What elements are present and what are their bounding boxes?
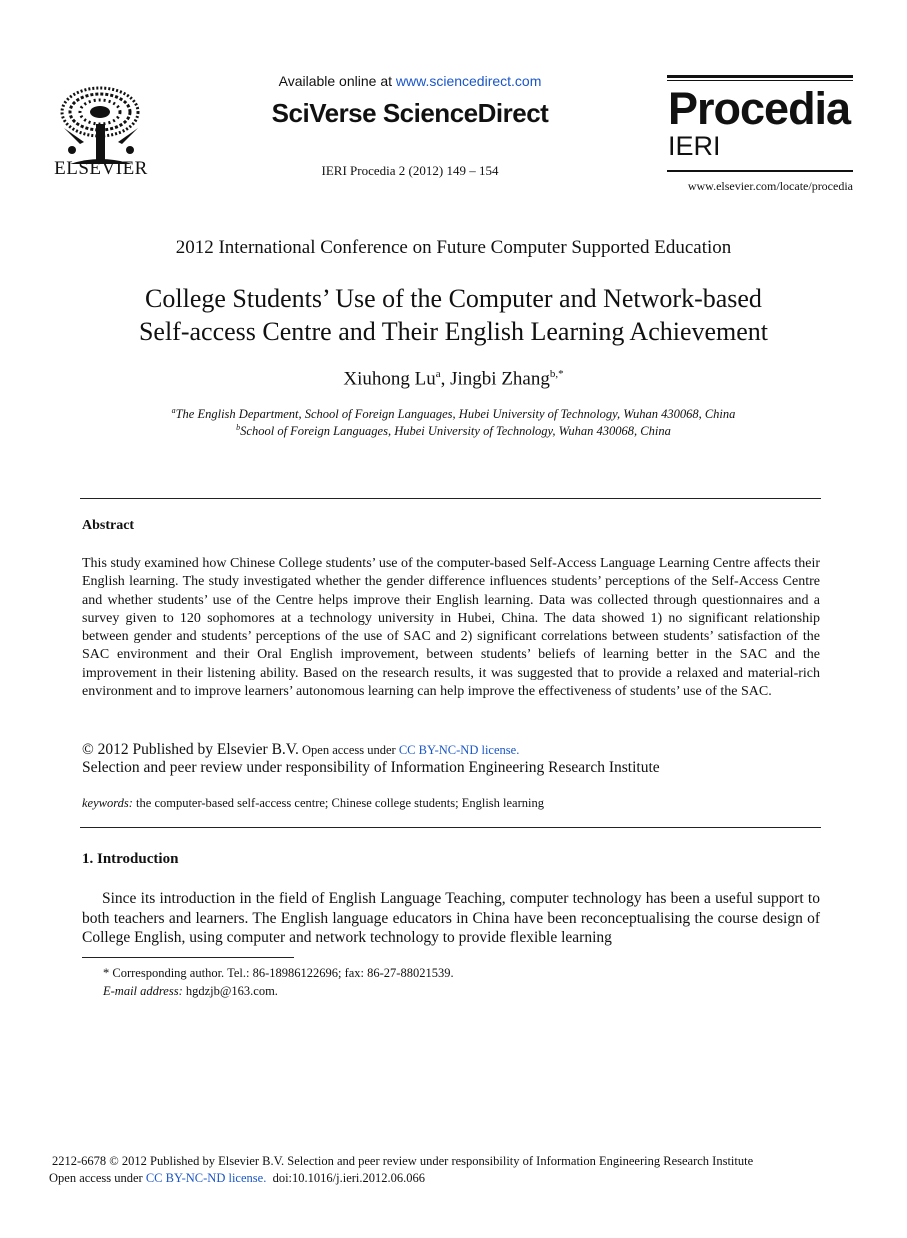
journal-url[interactable]: www.elsevier.com/locate/procedia [687,179,853,193]
journal-brand: Procedia [668,83,851,134]
keywords-label: keywords: [82,796,133,810]
affiliation-mark: b [236,423,241,432]
open-access-text: Open access under [298,743,399,757]
available-online [240,73,580,89]
footer-doi: doi:10.1016/j.ieri.2012.06.066 [266,1171,426,1185]
affiliation-text: School of Foreign Languages, Hubei University of Technology, Wuhan 430068, China [240,424,671,439]
divider [80,498,821,499]
footer-issn-line: 2212-6678 © 2012 Published by Elsevier B.V. Selection and peer review under responsibility of Information Engineering Research Institute [52,1154,754,1168]
footer-license-line [49,1171,425,1186]
corresponding-mark: * [558,368,564,380]
sciencedirect-link[interactable]: www.sciencedirect.com [395,73,542,89]
footnote-rule [82,957,294,958]
procedia-top-rule-thin [667,80,853,81]
copyright-text: © 2012 Published by Elsevier B.V. [82,741,299,758]
journal-sub-brand: IERI [668,131,721,161]
author-list [0,368,907,390]
affiliation-a [0,406,907,422]
introduction-paragraph: Since its introduction in the field of English Language Teaching, computer technology has been a useful support to both teachers and learners. The English language educators in China have been reconceptualising the course design of College English, using computer and network technology to provide flexible learning [82,890,820,946]
title-line-2: Self-access Centre and Their English Learning Achievement [138,317,769,346]
license-link[interactable]: CC BY-NC-ND license. [398,743,520,757]
elsevier-wordmark: ELSEVIER [54,158,148,179]
journal-reference: IERI Procedia 2 (2012) 149 – 154 [321,163,499,178]
email-label: E-mail address: [103,984,183,998]
abstract-heading: Abstract [82,518,135,533]
paper-title [60,282,847,348]
email-footnote [103,984,278,999]
author-name: Xiuhong Lu [343,368,436,390]
copyright-line [82,741,519,759]
author-separator: , [440,368,451,390]
procedia-bottom-rule [667,170,853,172]
conference-name: 2012 International Conference on Future Computer Supported Education [175,237,732,258]
corresponding-footnote: * Corresponding author. Tel.: 86-18986122696; fax: 86-27-88021539. [103,966,454,980]
title-line-1: College Students’ Use of the Computer and Network-based [145,284,762,313]
keywords-text: the computer-based self-access centre; Chinese college students; English learning [132,796,544,810]
keywords [82,796,544,811]
footer-license-link[interactable]: CC BY-NC-ND license. [145,1171,267,1185]
affiliation-b [0,423,907,439]
abstract-text [82,555,820,701]
footer-open-access: Open access under [49,1171,146,1185]
affiliation-text: The English Department, School of Foreign Languages, Hubei University of Technology, Wuhan 430068, China [175,407,736,422]
affiliation-mark: a [171,406,176,415]
author-affiliation-mark: a [435,368,441,380]
platform-name: SciVerse ScienceDirect [271,98,549,128]
author-name: Jingbi Zhang [450,368,550,390]
procedia-top-rule [667,75,853,78]
introduction-text [82,889,820,948]
author-affiliation-mark: b,* [549,368,564,380]
email-address[interactable]: hgdzjb@163.com. [182,984,278,998]
abstract-paragraph: This study examined how Chinese College students’ use of the computer-based Self-Access Language Learning Centre affects their English learning. The study investigated whether the gender difference influences students’ perceptions of the Self-Access Centre and whether students’ use of the Centre helps improve their English learning. Data was collected through questionnaires and a survey given to 120 sophomores at a technology university in Hubei, China. The data showed 1) no significant relationship between gender and students’ perceptions of the use of SAC and 2) significant correlations between students’ satisfaction of the SAC environment and their Oral English improvement, between students’ beliefs of learning better in the SAC and the improvement in their listening ability. Based on the research results, it was suggested that to provide a relaxed and material-rich environment and to improve learners’ autonomous learning can help improve the effectiveness of students’ use of the SAC. [82,556,820,700]
available-prefix: Available online at [278,73,396,89]
divider [80,827,821,828]
peer-review-statement: Selection and peer review under responsibility of Information Engineering Research Institute [82,759,660,776]
introduction-heading: 1. Introduction [82,851,179,867]
